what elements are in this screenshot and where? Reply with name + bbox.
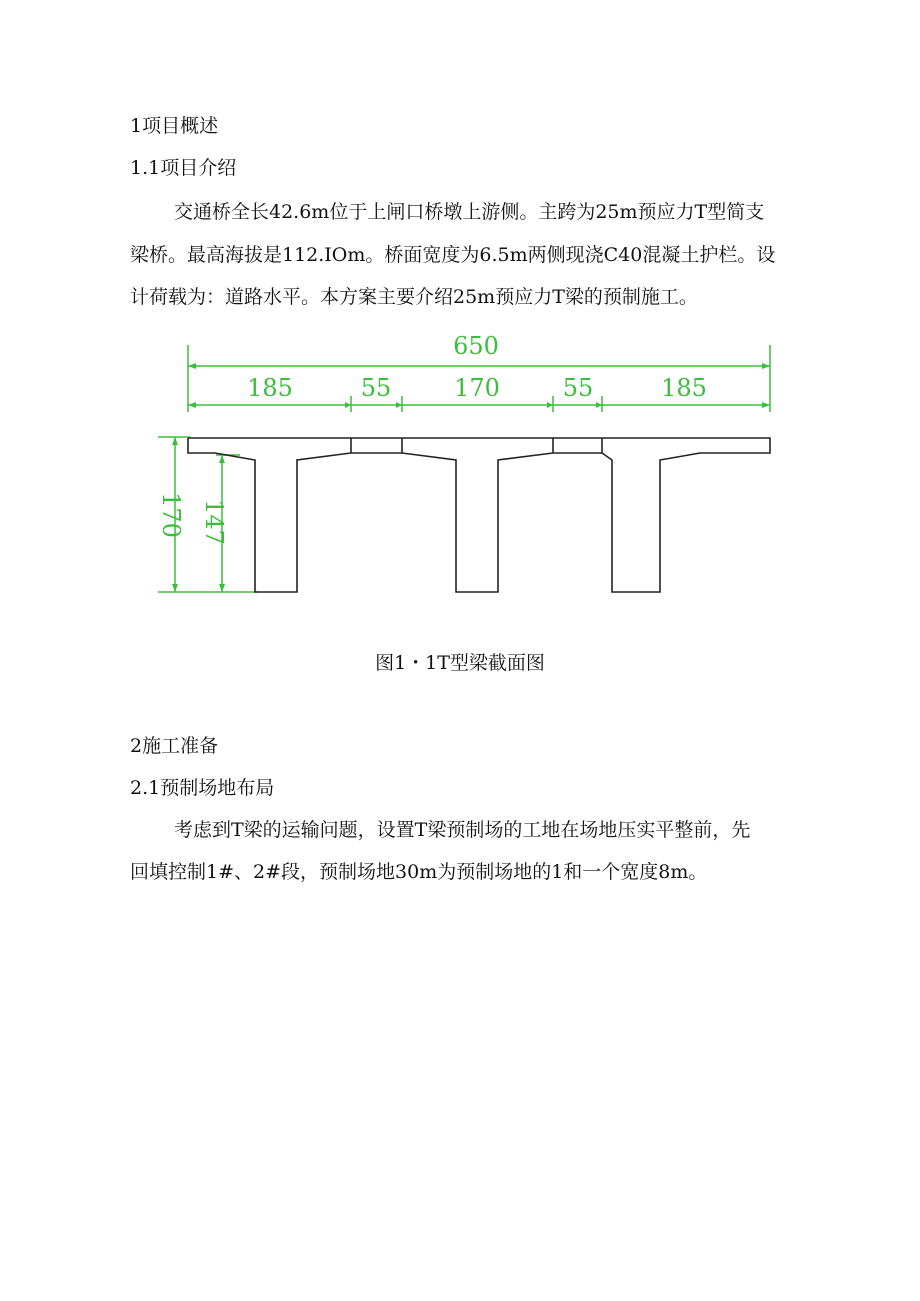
paragraph-line: 计荷载为：道路水平。本方案主要介绍25m预应力T梁的预制施工。 bbox=[130, 286, 698, 308]
figure-caption: 图1・1T型梁截面图 bbox=[375, 652, 545, 674]
segment-label: 185 bbox=[661, 374, 707, 402]
paragraph-line: 交通桥全长42.6m位于上闸口桥墩上游侧。主跨为25m预应力T型简支 bbox=[174, 201, 765, 223]
section-heading: 1项目概述 bbox=[130, 115, 219, 137]
segment-label: 55 bbox=[360, 374, 392, 402]
section-heading: 2施工准备 bbox=[130, 735, 219, 757]
beam-outline bbox=[188, 438, 770, 592]
total-width-label: 650 bbox=[453, 332, 499, 360]
subsection-heading: 2.1预制场地布局 bbox=[130, 777, 275, 799]
segment-label: 170 bbox=[454, 374, 500, 402]
segment-label: 55 bbox=[562, 374, 594, 402]
paragraph-line: 考虑到T梁的运输问题，设置T梁预制场的工地在场地压实平整前，先 bbox=[174, 819, 751, 841]
paragraph-line: 回填控制1#、2#段，预制场地30m为预制场地的1和一个宽度8m。 bbox=[130, 861, 708, 883]
paragraph-line: 梁桥。最高海拔是112.IOm。桥面宽度为6.5m两侧现浇C40混凝土护栏。设 bbox=[130, 244, 776, 266]
web-height-label: 147 bbox=[200, 499, 228, 545]
segment-label: 185 bbox=[247, 374, 293, 402]
total-height-label: 170 bbox=[157, 492, 185, 538]
subsection-heading: 1.1项目介绍 bbox=[130, 157, 237, 179]
